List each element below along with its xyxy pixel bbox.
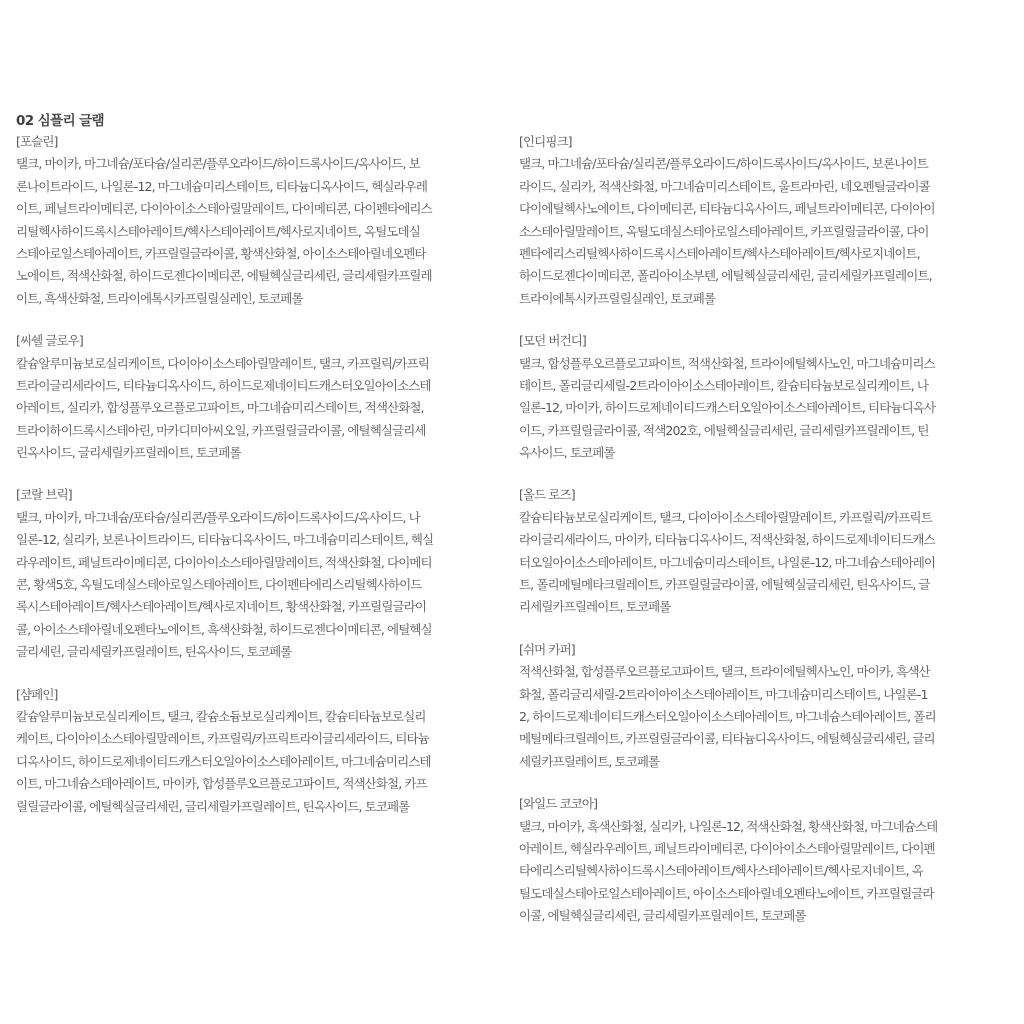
ingredient-line: 이트, 흑색산화철, 트라이에톡시카프릴릴실레인, 토코페롤 [16, 290, 303, 306]
shade-section-indi-pink [519, 131, 1009, 310]
ingredient-line: 다이에틸헥사노에이트, 다이메티콘, 티타늄디옥사이드, 페닐트라이메티콘, 다이아이 [519, 201, 935, 217]
ingredient-line: 화철, 폴리글리세릴-2트라이아이소스테아레이트, 마그네슘미리스테이트, 나일론-1 [519, 686, 928, 702]
ingredient-line: 칼슘알루미늄보로실리케이트, 탤크, 칼슘소듐보로실리케이트, 칼슘티타늄보로실리 [16, 708, 426, 724]
ingredient-line: 노에이트, 적색산화철, 하이드로젠다이메티콘, 에틸헥실글리세린, 글리세릴카프릴레 [16, 268, 432, 284]
ingredient-line: 펜타에리스리틸헥사하이드록시스테아레이트/헥사스테아레이트/헥사로지네이트, [519, 245, 920, 261]
ingredient-line: 탤크, 마그네슘/포타슘/실리콘/플루오라이드/하이드록사이드/옥사이드, 보론나이트 [519, 156, 928, 172]
ingredient-line: 소스테아릴말레이트, 옥틸도데실스테아로일스테아레이트, 카프릴릴글라이콜, 다이 [519, 223, 929, 239]
ingredient-line: 라우레이트, 페닐트라이메티콘, 다이아이소스테아릴말레이트, 적색산화철, 다이메티 [16, 554, 432, 570]
ingredient-line: 칼슘티타늄보로실리케이트, 탤크, 다이아이소스테아릴말레이트, 카프릴릭/카프릭트 [519, 509, 932, 525]
ingredient-line: 트라이에톡시카프릴릴실레인, 토코페롤 [519, 290, 716, 306]
shade-label: [인디핑크] [519, 134, 572, 149]
ingredient-line: 칼슘알루미늄보로실리케이트, 다이아이소스테아릴말레이트, 탤크, 카프릴릭/카프릭 [16, 355, 429, 371]
shade-section-porcelain [16, 131, 506, 310]
ingredient-line: 탤크, 마이카, 흑색산화철, 실리카, 나일론-12, 적색산화철, 황색산화철, 마그네슘스테 [519, 818, 938, 834]
ingredient-line: 릴릴글라이콜, 에틸헥실글리세린, 글리세릴카프릴레이트, 틴옥사이드, 토코페롤 [16, 798, 410, 814]
ingredient-line: 탤크, 마이카, 마그네슘/포타슘/실리콘/플루오라이드/하이드록사이드/옥사이드, 나 [16, 509, 420, 525]
ingredient-line: 이트, 마그네슘스테아레이트, 마이카, 합성플루오르플로고파이트, 적색산화철, 카프 [16, 776, 427, 792]
ingredient-line: 이드, 카프릴릴글라이콜, 적색202호, 에틸헥실글리세린, 글리세릴카프릴레이트, 틴 [519, 422, 929, 438]
ingredient-line: 2, 하이드로제네이티드캐스터오일아이소스테아레이트, 마그네슘스테아레이트, 폴리 [519, 708, 936, 724]
ingredient-line: 트라이글리세라이드, 티타늄디옥사이드, 하이드로제네이티드캐스터오일아이소스테 [16, 377, 431, 393]
ingredient-line: 라이드, 실리카, 적색산화철, 마그네슘미리스테이트, 울트라마린, 네오펜틸글라이콜 [519, 178, 930, 194]
ingredient-line: 하이드로젠다이메티콘, 폴리아이소부텐, 에틸헥실글리세린, 글리세릴카프릴레이트, [519, 268, 932, 284]
ingredient-line: 아레이트, 실리카, 합성플루오르플로고파이트, 마그네슘미리스테이트, 적색산화철, [16, 400, 424, 416]
ingredient-line: 일론-12, 마이카, 하이드로제네이티드캐스터오일아이소스테아레이트, 티타늄디옥사 [519, 400, 936, 416]
ingredient-line: 세릴카프릴레이트, 토코페롤 [519, 753, 660, 769]
ingredient-line: 이트, 페닐트라이메티콘, 다이아이소스테아릴말레이트, 다이메티콘, 다이펜타에리스 [16, 201, 432, 217]
ingredient-line: 콘, 황색5호, 옥틸도데실스테아로일스테아레이트, 다이펜타에리스리틸헥사하이드 [16, 577, 422, 593]
ingredient-line: 론나이트라이드, 나일론-12, 마그네슘미리스테이트, 티타늄디옥사이드, 헥실라우레 [16, 178, 428, 194]
ingredient-line: 트, 폴리메틸메타크릴레이트, 카프릴릴글라이콜, 에틸헥실글리세린, 틴옥사이드, 글 [519, 577, 930, 593]
ingredient-line: 아레이트, 헥실라우레이트, 페닐트라이메티콘, 다이아이소스테아릴말레이트, 다이펜 [519, 840, 935, 856]
ingredient-line: 린옥사이드, 글리세릴카프릴레이트, 토코페롤 [16, 445, 241, 461]
ingredient-line: 스테아로일스테아레이트, 카프릴릴글라이콜, 황색산화철, 아이소스테아릴네오펜타 [16, 245, 426, 261]
ingredient-line: 록시스테아레이트/헥사스테아레이트/헥사로지네이트, 황색산화철, 카프릴릴글라이 [16, 599, 427, 615]
ingredient-line: 테이트, 폴리글리세릴-2트라이아이소스테아레이트, 칼슘티타늄보로실리케이트, 나 [519, 377, 929, 393]
ingredient-line: 타에리스리틸헥사하이드록시스테아레이트/헥사스테아레이트/헥사로지네이트, 옥 [519, 863, 923, 879]
ingredient-line: 탤크, 마이카, 마그네슘/포타슘/실리콘/플루오라이드/하이드록사이드/옥사이드, 보 [16, 156, 420, 172]
shade-label: [와일드 코코아] [519, 796, 598, 812]
ingredient-line: 콜, 아이소스테아릴네오펜타노에이트, 흑색산화철, 하이드로젠다이메티콘, 에틸헥실 [16, 621, 432, 637]
ingredient-line: 적색산화철, 합성플루오르플로고파이트, 탤크, 트라이에틸헥사노인, 마이카, 흑색산 [519, 664, 930, 680]
ingredient-line: 리틸헥사하이드록시스테아레이트/헥사스테아레이트/헥사로지네이트, 옥틸도데실 [16, 223, 420, 239]
shade-section-champagne [16, 684, 506, 818]
shade-label: [코랄 브릭] [16, 487, 72, 503]
shade-label: [쉬머 카퍼] [519, 641, 575, 657]
shade-label: [올드 로즈] [519, 487, 575, 503]
ingredient-line: 글리세린, 글리세릴카프릴레이트, 틴옥사이드, 토코페롤 [16, 644, 292, 660]
shade-label: [포슬린] [16, 134, 58, 149]
ingredient-line: 트라이하이드록시스테아린, 마카디미아씨오일, 카프릴릴글라이콜, 에틸헥실글리세 [16, 422, 426, 438]
shade-label: [씨쉘 글로우] [16, 333, 83, 349]
shade-section-old-rose [519, 484, 1009, 618]
shade-section-modern-burgundy [519, 330, 1009, 464]
ingredient-line: 이콜, 에틸헥실글리세린, 글리세릴카프릴레이트, 토코페롤 [519, 908, 806, 924]
left-column [16, 131, 506, 838]
ingredient-line: 일론-12, 실리카, 보론나이트라이드, 티타늄디옥사이드, 마그네슘미리스테이트, 헥실 [16, 532, 434, 548]
ingredient-line: 리세릴카프릴레이트, 토코페롤 [519, 599, 671, 615]
ingredient-line: 옥사이드, 토코페롤 [519, 445, 615, 461]
shade-label: [샴페인] [16, 686, 58, 702]
ingredient-line: 탤크, 합성플루오르플로고파이트, 적색산화철, 트라이에틸헥사노인, 마그네슘미리스 [519, 355, 935, 371]
shade-section-coral-brick [16, 484, 506, 663]
ingredient-line: 케이트, 다이아이소스테아릴말레이트, 카프릴릭/카프릭트라이글리세라이드, 티타늄 [16, 731, 429, 747]
shade-section-shimmer-copper [519, 639, 1009, 773]
ingredient-line: 틸도데실스테아로일스테아레이트, 아이소스테아릴네오펜타노에이트, 카프릴릴글라 [519, 885, 934, 901]
product-heading: 02 심플리 글램 [16, 113, 104, 129]
shade-section-wild-cocoa [519, 793, 1009, 927]
right-column [519, 131, 1009, 948]
ingredient-line: 메틸메타크릴레이트, 카프릴릴글라이콜, 티타늄디옥사이드, 에틸헥실글리세린, 글리 [519, 731, 935, 747]
shade-label: [모던 버건디] [519, 333, 586, 349]
ingredient-line: 터오일아이소스테아레이트, 마그네슘미리스테이트, 나일론-12, 마그네슘스테아레이 [519, 554, 936, 570]
ingredient-line: 라이글리세라이드, 마이카, 티타늄디옥사이드, 적색산화철, 하이드로제네이티드캐스 [519, 532, 935, 548]
shade-section-seashell-glow [16, 330, 506, 464]
ingredient-line: 디옥사이드, 하이드로제네이티드캐스터오일아이소스테아레이트, 마그네슘미리스테 [16, 753, 431, 769]
